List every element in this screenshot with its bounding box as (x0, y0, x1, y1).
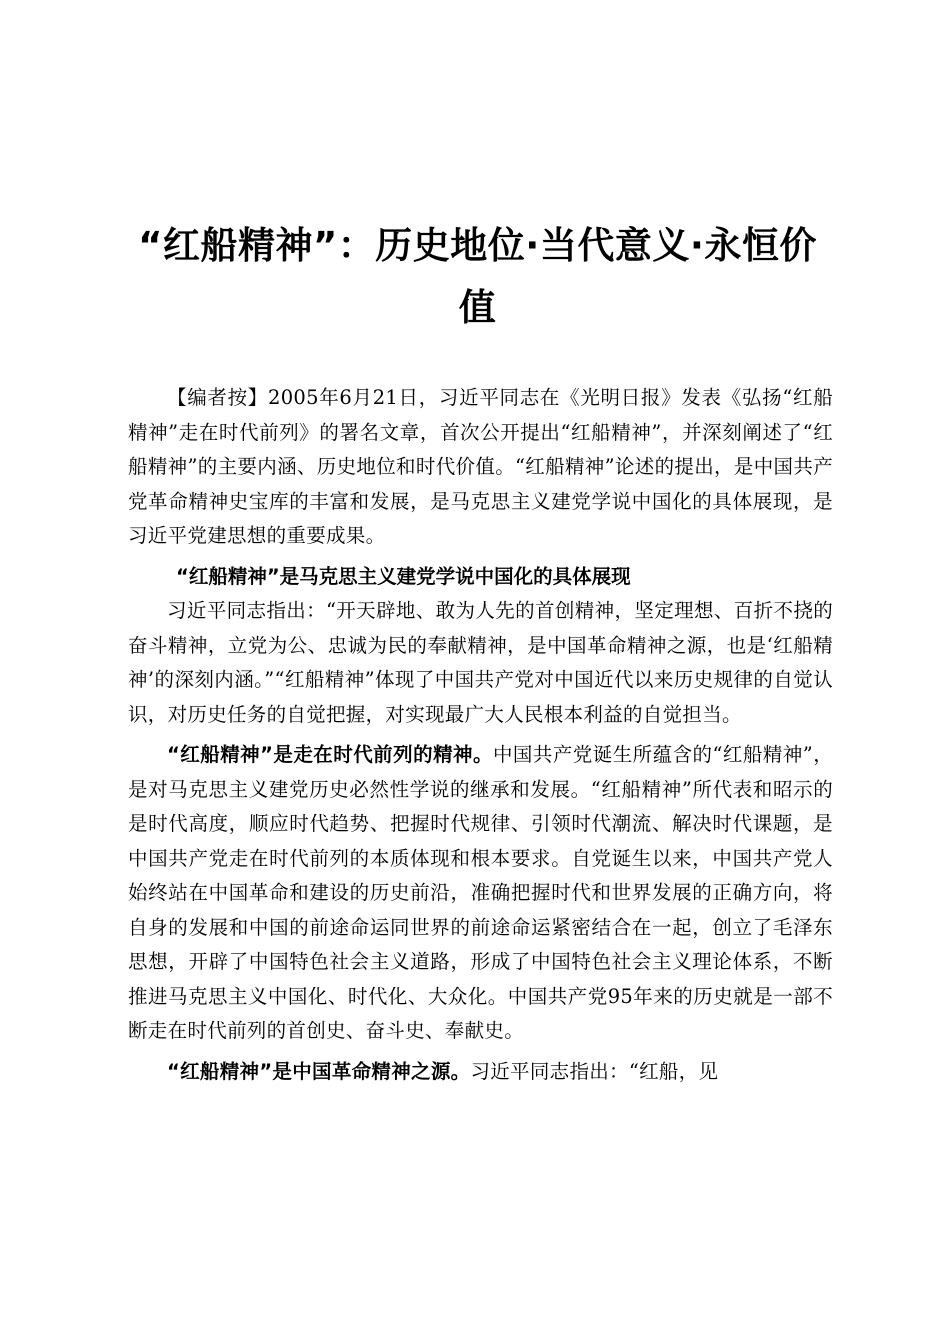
section-heading: “红船精神”是马克思主义建党学说中国化的具体展现 (176, 564, 631, 588)
paragraph-3-lead: “红船精神”是中国革命精神之源。 (167, 1059, 471, 1083)
editor-note: 【编者按】2005年6月21日，习近平同志在《光明日报》发表《弘扬“红船精神”走在时代前列》的署名文章，首次公开提出“红船精神”，并深刻阐述了“红船精神”的主要内涵、历史地位和时代价值。“红船精神”论述的提出，是中国共产党革命精神史宝库的丰富和发展，是马克思主义建党学说中国化的具体展现，是习近平党建思想的重要成果。 (128, 386, 833, 547)
paragraph-3-body: 习近平同志指出：“红船，见 (470, 1059, 719, 1083)
document-body (128, 381, 833, 1089)
document-title: “红船精神”：历史地位·当代意义·永恒价值 (138, 224, 817, 329)
paragraph-2-lead: “红船精神”是走在时代前列的精神。 (167, 743, 493, 766)
paragraph-2-body: 中国共产党诞生所蕴含的“红船精神”，是对马克思主义建党历史必然性学说的继承和发展。“红船精神”所代表和昭示的是时代高度，顺应时代趋势、把握时代规律、引领时代潮流、解决时代课题，是中国共产党走在时代前列的本质体现和根本要求。自党诞生以来，中国共产党人始终站在中国革命和建设的历史前沿，准确把握时代和世界发展的正确方向，将自身的发展和中国的前途命运同世界的前途命运紧密结合在一起，创立了毛泽东思想，开辟了中国特色社会主义道路，形成了中国特色社会主义理论体系，不断推进马克思主义中国化、时代化、大众化。中国共产党95年来的历史就是一部不断走在时代前列的首创史、奋斗史、奉献史。 (128, 743, 834, 1042)
paragraph-3 (128, 1055, 833, 1090)
section-paragraph: 习近平同志指出：“开天辟地、敢为人先的首创精神，坚定理想、百折不挠的奋斗精神，立党为公、忠诚为民的奉献精神，是中国革命精神之源，也是‘红船精神’的深刻内涵。”“红船精神”体现了中国共产党对中国近代以来历史规律的自觉认识，对历史任务的自觉把握，对实现最广大人民根本利益的自觉担当。 (128, 599, 833, 726)
paragraph-2 (128, 738, 833, 1049)
